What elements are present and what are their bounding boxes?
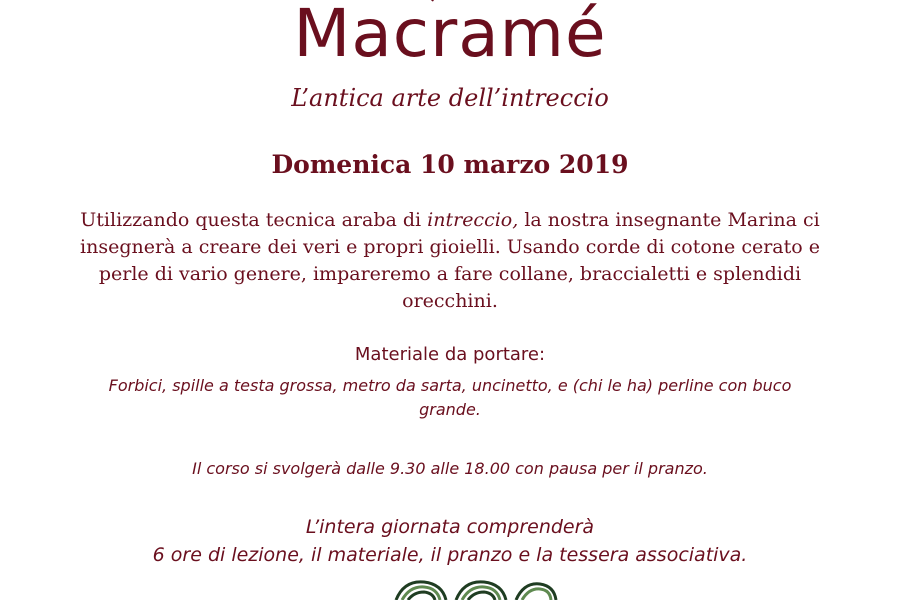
event-date: Domenica 10 marzo 2019 xyxy=(271,150,629,179)
materials-label: Materiale da portare xyxy=(354,344,540,365)
materials-colon: : xyxy=(539,344,546,365)
materials-heading xyxy=(0,344,900,365)
page-subtitle: L’antica arte dell’intreccio xyxy=(291,84,609,112)
includes-line-1: L’intera giornata comprenderà xyxy=(305,516,595,538)
materials-list: Forbici, spille a testa grossa, metro da sarta, uncinetto, e (chi le ha) perline con buco grande. xyxy=(108,376,792,419)
includes-line-2: 6 ore di lezione, il materiale, il pranzo e la tessera associativa. xyxy=(152,544,748,566)
description-text-start: Utilizzando questa tecnica araba di xyxy=(80,209,428,231)
course-hours: Il corso si svolgerà dalle 9.30 alle 18.00 con pausa per il pranzo. xyxy=(192,459,708,478)
description-italic-term: intreccio, xyxy=(427,209,519,231)
event-description xyxy=(60,207,840,315)
page-title: Macramé xyxy=(293,0,607,72)
macrame-knot-icon xyxy=(384,578,564,600)
day-includes xyxy=(0,513,900,569)
description-text-end: la nostra insegnante Marina ci insegnerà a creare dei veri e propri gioielli. Usando corde di cotone cerato e perle di vario genere, impareremo a fare collane, braccialetti e splendidi orecchini. xyxy=(80,209,820,312)
